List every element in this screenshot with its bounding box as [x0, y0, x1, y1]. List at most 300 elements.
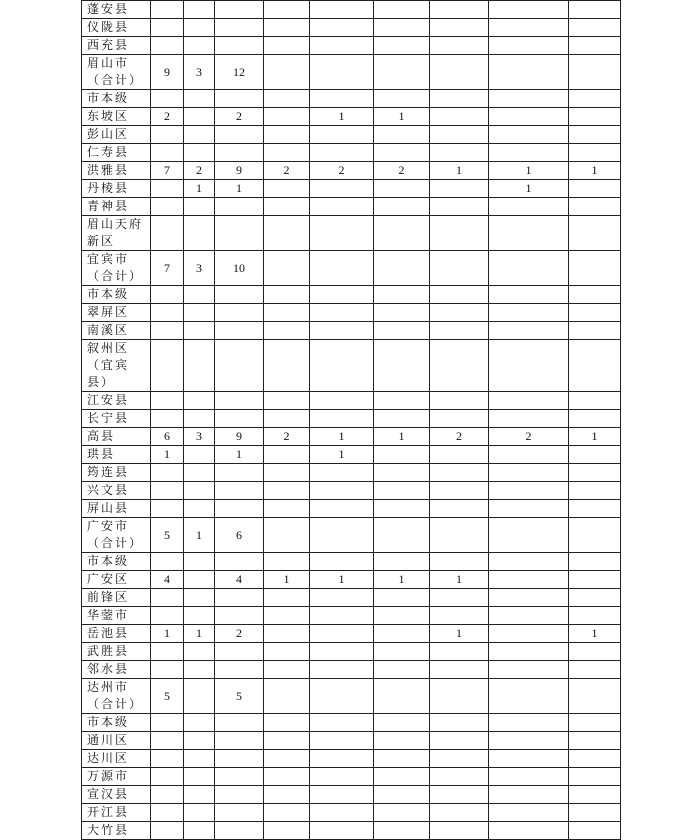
- value-cell: [430, 482, 489, 500]
- value-cell: [310, 464, 374, 482]
- region-name-line: 大竹县: [87, 823, 130, 837]
- value-cell: [310, 804, 374, 822]
- value-cell: [264, 216, 310, 251]
- value-cell: [215, 1, 264, 19]
- region-name-line: 广安市: [87, 519, 130, 533]
- value-cell: [184, 661, 215, 679]
- region-name-line: 蓬安县: [87, 2, 130, 16]
- value-cell: [264, 340, 310, 392]
- value-cell: [569, 19, 621, 37]
- value-cell: [374, 19, 430, 37]
- value-cell: 1: [430, 162, 489, 180]
- value-cell: [310, 643, 374, 661]
- value-cell: [430, 180, 489, 198]
- value-cell: 1: [489, 180, 569, 198]
- table-row: [82, 340, 621, 392]
- value-cell: 2: [310, 162, 374, 180]
- value-cell: [264, 482, 310, 500]
- value-cell: [215, 286, 264, 304]
- value-cell: 5: [151, 518, 184, 553]
- table-row: [82, 144, 621, 162]
- value-cell: [151, 464, 184, 482]
- region-name-cell: [82, 822, 151, 840]
- value-cell: [374, 144, 430, 162]
- region-name-cell: [82, 108, 151, 126]
- value-cell: [215, 464, 264, 482]
- value-cell: [489, 482, 569, 500]
- value-cell: [264, 661, 310, 679]
- region-name-line: 市本级: [87, 715, 130, 729]
- value-cell: [489, 126, 569, 144]
- table-row: [82, 428, 621, 446]
- value-cell: [310, 661, 374, 679]
- value-cell: [489, 251, 569, 286]
- value-cell: [430, 607, 489, 625]
- value-cell: [151, 553, 184, 571]
- table-row: [82, 822, 621, 840]
- value-cell: [430, 286, 489, 304]
- value-cell: 10: [215, 251, 264, 286]
- value-cell: [184, 392, 215, 410]
- value-cell: 9: [215, 428, 264, 446]
- region-name-cell: [82, 286, 151, 304]
- value-cell: [310, 500, 374, 518]
- value-cell: [264, 679, 310, 714]
- value-cell: [430, 679, 489, 714]
- region-name-line: 万源市: [87, 769, 130, 783]
- value-cell: [374, 607, 430, 625]
- table-row: [82, 162, 621, 180]
- value-cell: [569, 55, 621, 90]
- region-name-cell: [82, 625, 151, 643]
- value-cell: [264, 822, 310, 840]
- region-name-line: 华蓥市: [87, 608, 130, 622]
- region-name-line: 宜宾市: [87, 252, 130, 266]
- value-cell: [310, 126, 374, 144]
- value-cell: [184, 446, 215, 464]
- value-cell: [151, 90, 184, 108]
- value-cell: [310, 607, 374, 625]
- value-cell: 1: [374, 428, 430, 446]
- value-cell: 4: [215, 571, 264, 589]
- value-cell: 3: [184, 251, 215, 286]
- table-row: [82, 518, 621, 553]
- region-name-line: 东坡区: [87, 109, 130, 123]
- value-cell: [184, 553, 215, 571]
- value-cell: [310, 216, 374, 251]
- value-cell: [374, 392, 430, 410]
- table-row: [82, 322, 621, 340]
- value-cell: [569, 198, 621, 216]
- value-cell: 1: [215, 446, 264, 464]
- value-cell: 1: [310, 108, 374, 126]
- value-cell: [215, 607, 264, 625]
- value-cell: [264, 464, 310, 482]
- value-cell: [310, 180, 374, 198]
- value-cell: [310, 340, 374, 392]
- value-cell: [215, 304, 264, 322]
- value-cell: [489, 144, 569, 162]
- value-cell: [264, 446, 310, 464]
- region-name-line: 邻水县: [87, 662, 130, 676]
- value-cell: [430, 198, 489, 216]
- value-cell: [310, 144, 374, 162]
- region-name-cell: [82, 428, 151, 446]
- value-cell: [215, 90, 264, 108]
- region-name-cell: [82, 446, 151, 464]
- value-cell: [151, 340, 184, 392]
- value-cell: [264, 625, 310, 643]
- value-cell: [184, 216, 215, 251]
- value-cell: [215, 482, 264, 500]
- value-cell: [569, 500, 621, 518]
- value-cell: 1: [489, 162, 569, 180]
- region-name-cell: [82, 410, 151, 428]
- value-cell: [430, 518, 489, 553]
- region-name-line: 岳池县: [87, 626, 130, 640]
- value-cell: [374, 822, 430, 840]
- value-cell: [310, 198, 374, 216]
- value-cell: 2: [215, 625, 264, 643]
- value-cell: [374, 732, 430, 750]
- value-cell: [264, 643, 310, 661]
- value-cell: [569, 322, 621, 340]
- table-row: [82, 643, 621, 661]
- value-cell: [569, 553, 621, 571]
- value-cell: [310, 19, 374, 37]
- region-name-cell: [82, 322, 151, 340]
- value-cell: [264, 732, 310, 750]
- value-cell: [184, 804, 215, 822]
- value-cell: [151, 804, 184, 822]
- value-cell: 1: [184, 518, 215, 553]
- value-cell: [374, 518, 430, 553]
- value-cell: [215, 392, 264, 410]
- value-cell: [489, 108, 569, 126]
- region-name-cell: [82, 679, 151, 714]
- value-cell: [264, 750, 310, 768]
- value-cell: [184, 126, 215, 144]
- value-cell: [215, 144, 264, 162]
- region-name-cell: [82, 144, 151, 162]
- value-cell: [430, 786, 489, 804]
- region-name-cell: [82, 19, 151, 37]
- value-cell: [374, 37, 430, 55]
- value-cell: [374, 251, 430, 286]
- value-cell: [569, 607, 621, 625]
- region-name-cell: [82, 714, 151, 732]
- value-cell: [374, 589, 430, 607]
- value-cell: [489, 786, 569, 804]
- table-row: [82, 482, 621, 500]
- value-cell: [430, 126, 489, 144]
- table-row: [82, 251, 621, 286]
- table-row: [82, 180, 621, 198]
- value-cell: [430, 804, 489, 822]
- value-cell: [310, 732, 374, 750]
- value-cell: [374, 464, 430, 482]
- value-cell: [264, 589, 310, 607]
- region-name-cell: [82, 661, 151, 679]
- value-cell: [430, 500, 489, 518]
- value-cell: [310, 90, 374, 108]
- table-row: [82, 464, 621, 482]
- value-cell: [430, 446, 489, 464]
- value-cell: [264, 108, 310, 126]
- value-cell: [569, 251, 621, 286]
- value-cell: [430, 732, 489, 750]
- value-cell: [184, 1, 215, 19]
- table-row: [82, 410, 621, 428]
- value-cell: [569, 822, 621, 840]
- value-cell: [430, 464, 489, 482]
- value-cell: [430, 108, 489, 126]
- table-row: [82, 446, 621, 464]
- region-name-cell: [82, 55, 151, 90]
- value-cell: [569, 108, 621, 126]
- value-cell: [489, 589, 569, 607]
- value-cell: [151, 37, 184, 55]
- region-name-line: 珙县: [87, 447, 116, 461]
- value-cell: 1: [569, 428, 621, 446]
- value-cell: [310, 1, 374, 19]
- region-name-cell: [82, 500, 151, 518]
- value-cell: [310, 714, 374, 732]
- value-cell: [215, 19, 264, 37]
- region-name-line: 南溪区: [87, 323, 130, 337]
- region-name-line: 仪陇县: [87, 20, 130, 34]
- value-cell: [489, 553, 569, 571]
- region-name-cell: [82, 482, 151, 500]
- value-cell: [215, 661, 264, 679]
- value-cell: [264, 607, 310, 625]
- value-cell: [430, 392, 489, 410]
- value-cell: 1: [310, 446, 374, 464]
- value-cell: [374, 625, 430, 643]
- value-cell: [569, 180, 621, 198]
- table-row: [82, 661, 621, 679]
- value-cell: [569, 643, 621, 661]
- table-row: [82, 804, 621, 822]
- value-cell: 7: [151, 251, 184, 286]
- value-cell: 5: [215, 679, 264, 714]
- value-cell: [215, 198, 264, 216]
- value-cell: [151, 322, 184, 340]
- value-cell: 1: [151, 625, 184, 643]
- value-cell: [151, 126, 184, 144]
- value-cell: [151, 410, 184, 428]
- value-cell: [184, 464, 215, 482]
- value-cell: [374, 768, 430, 786]
- value-cell: 1: [430, 625, 489, 643]
- value-cell: [310, 518, 374, 553]
- value-cell: 1: [569, 625, 621, 643]
- value-cell: [374, 643, 430, 661]
- value-cell: 2: [489, 428, 569, 446]
- value-cell: [310, 286, 374, 304]
- region-name-line: 高县: [87, 429, 116, 443]
- value-cell: 2: [264, 162, 310, 180]
- region-name-line: 广安区: [87, 572, 130, 586]
- region-name-line: 筠连县: [87, 465, 130, 479]
- value-cell: [151, 482, 184, 500]
- value-cell: [569, 144, 621, 162]
- value-cell: [151, 180, 184, 198]
- value-cell: [310, 251, 374, 286]
- region-name-line: 县）: [87, 375, 116, 389]
- value-cell: [215, 732, 264, 750]
- value-cell: 2: [151, 108, 184, 126]
- value-cell: [374, 90, 430, 108]
- value-cell: [489, 732, 569, 750]
- value-cell: [264, 304, 310, 322]
- value-cell: [264, 1, 310, 19]
- value-cell: [569, 589, 621, 607]
- region-name-line: 西充县: [87, 38, 130, 52]
- value-cell: [264, 180, 310, 198]
- region-name-line: 新区: [87, 234, 116, 248]
- region-name-line: 眉山市: [87, 56, 130, 70]
- value-cell: [151, 732, 184, 750]
- value-cell: 6: [151, 428, 184, 446]
- value-cell: [489, 643, 569, 661]
- value-cell: [569, 679, 621, 714]
- value-cell: [151, 198, 184, 216]
- table-row: [82, 625, 621, 643]
- value-cell: [184, 322, 215, 340]
- value-cell: [264, 55, 310, 90]
- value-cell: [569, 410, 621, 428]
- value-cell: [489, 19, 569, 37]
- value-cell: [489, 500, 569, 518]
- table-row: [82, 607, 621, 625]
- value-cell: [264, 714, 310, 732]
- value-cell: [184, 198, 215, 216]
- region-name-line: （宜宾: [87, 358, 130, 372]
- region-name-cell: [82, 750, 151, 768]
- value-cell: [264, 518, 310, 553]
- table-row: [82, 732, 621, 750]
- region-name-cell: [82, 804, 151, 822]
- value-cell: [489, 625, 569, 643]
- value-cell: 1: [374, 571, 430, 589]
- value-cell: 2: [264, 428, 310, 446]
- table-row: [82, 714, 621, 732]
- region-name-line: 青神县: [87, 199, 130, 213]
- value-cell: [569, 804, 621, 822]
- value-cell: [569, 340, 621, 392]
- region-name-cell: [82, 553, 151, 571]
- table-body: [82, 1, 621, 840]
- value-cell: [184, 410, 215, 428]
- value-cell: 2: [374, 162, 430, 180]
- value-cell: [569, 661, 621, 679]
- region-name-cell: [82, 732, 151, 750]
- region-name-line: 屏山县: [87, 501, 130, 515]
- value-cell: [489, 90, 569, 108]
- value-cell: [374, 180, 430, 198]
- value-cell: [215, 37, 264, 55]
- value-cell: [430, 37, 489, 55]
- value-cell: 9: [215, 162, 264, 180]
- value-cell: 9: [151, 55, 184, 90]
- region-name-line: 达州市: [87, 680, 130, 694]
- value-cell: [374, 500, 430, 518]
- value-cell: [569, 126, 621, 144]
- value-cell: [569, 482, 621, 500]
- value-cell: [184, 571, 215, 589]
- value-cell: [184, 340, 215, 392]
- value-cell: [430, 304, 489, 322]
- value-cell: [184, 822, 215, 840]
- value-cell: [569, 786, 621, 804]
- value-cell: [489, 571, 569, 589]
- value-cell: [374, 304, 430, 322]
- value-cell: 1: [184, 625, 215, 643]
- value-cell: [184, 144, 215, 162]
- region-name-cell: [82, 786, 151, 804]
- value-cell: [430, 1, 489, 19]
- value-cell: [430, 340, 489, 392]
- value-cell: [430, 322, 489, 340]
- region-name-cell: [82, 464, 151, 482]
- value-cell: [184, 768, 215, 786]
- value-cell: [310, 589, 374, 607]
- value-cell: [489, 768, 569, 786]
- value-cell: [184, 108, 215, 126]
- region-name-line: 达川区: [87, 751, 130, 765]
- region-name-line: 武胜县: [87, 644, 130, 658]
- table-row: [82, 304, 621, 322]
- value-cell: [430, 553, 489, 571]
- value-cell: [489, 464, 569, 482]
- table-row: [82, 392, 621, 410]
- table-row: [82, 286, 621, 304]
- statistics-table: [81, 0, 621, 840]
- value-cell: [569, 304, 621, 322]
- value-cell: [489, 198, 569, 216]
- region-name-line: 长宁县: [87, 411, 130, 425]
- value-cell: [264, 37, 310, 55]
- value-cell: [264, 126, 310, 144]
- value-cell: [310, 37, 374, 55]
- value-cell: [310, 553, 374, 571]
- value-cell: [151, 304, 184, 322]
- value-cell: 1: [264, 571, 310, 589]
- value-cell: [151, 144, 184, 162]
- value-cell: [569, 216, 621, 251]
- value-cell: 3: [184, 55, 215, 90]
- value-cell: [151, 500, 184, 518]
- value-cell: [489, 714, 569, 732]
- table-row: [82, 750, 621, 768]
- value-cell: [310, 410, 374, 428]
- value-cell: [151, 216, 184, 251]
- region-name-cell: [82, 607, 151, 625]
- value-cell: [264, 322, 310, 340]
- value-cell: [569, 714, 621, 732]
- value-cell: 1: [430, 571, 489, 589]
- value-cell: [184, 90, 215, 108]
- region-name-cell: [82, 304, 151, 322]
- table-row: [82, 768, 621, 786]
- value-cell: [264, 251, 310, 286]
- table-row: [82, 571, 621, 589]
- value-cell: [151, 714, 184, 732]
- value-cell: [374, 216, 430, 251]
- value-cell: [374, 340, 430, 392]
- value-cell: [569, 571, 621, 589]
